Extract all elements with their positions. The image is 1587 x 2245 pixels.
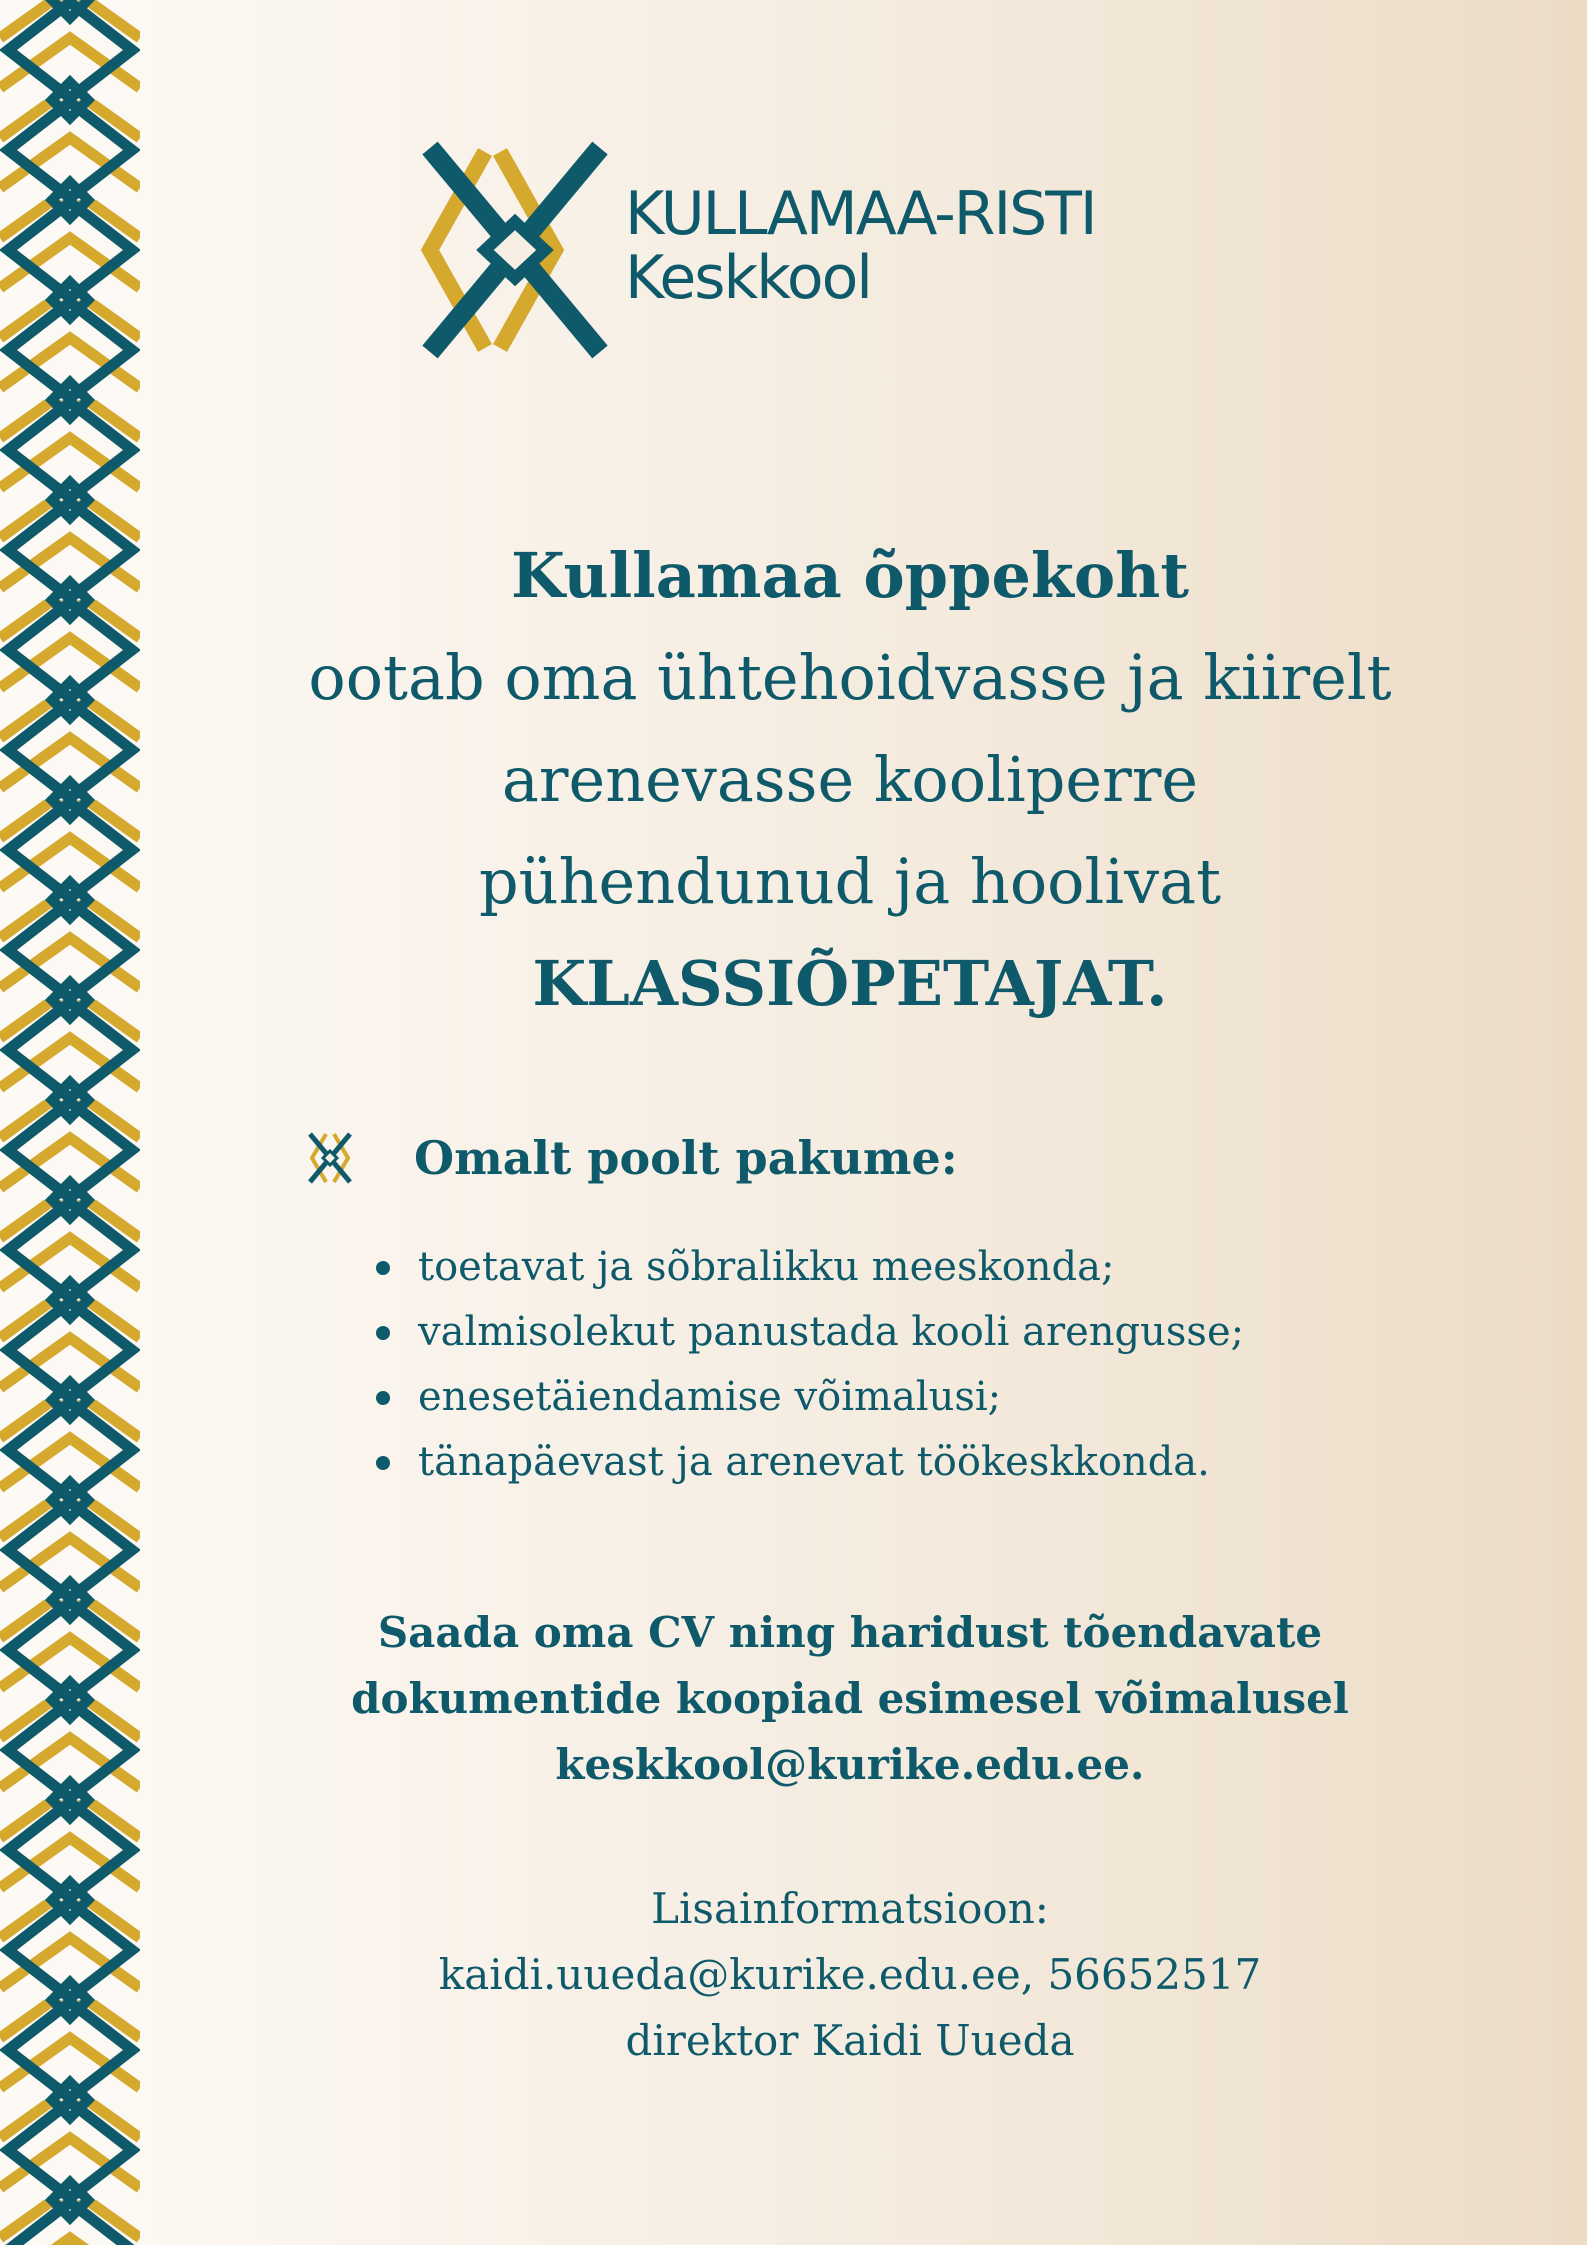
- contact-label: Lisainformatsioon:: [651, 1884, 1049, 1933]
- cta-email: keskkool@kurike.edu.ee.: [555, 1740, 1145, 1789]
- small-cross-logo-icon: [300, 1130, 356, 1186]
- list-item: toetavat ja sõbralikku meeskonda;: [372, 1235, 1244, 1300]
- cta-line: Saada oma CV ning haridust tõendavate: [377, 1608, 1323, 1657]
- offer-title: Omalt poolt pakume:: [414, 1131, 958, 1185]
- list-item: valmisolekut panustada kooli arengusse;: [372, 1300, 1244, 1365]
- headline-position: KLASSIÕPETAJAT.: [532, 947, 1168, 1020]
- headline-line: pühendunud ja hoolivat: [478, 845, 1222, 918]
- diamond-pattern-border: [0, 0, 140, 2245]
- list-item: tänapäevast ja arenevat töökeskkonda.: [372, 1430, 1244, 1495]
- headline-line: arenevasse kooliperre: [501, 743, 1199, 816]
- kullamaa-risti-cross-logo-icon: [390, 140, 610, 360]
- job-headline: [200, 525, 1500, 1035]
- logo-name-line1: KULLAMAA-RISTI: [625, 179, 1096, 249]
- offer-heading: [300, 1118, 958, 1198]
- school-logo: [390, 140, 1190, 370]
- headline-title: Kullamaa õppekoht: [511, 539, 1189, 612]
- offer-list: [372, 1235, 1244, 1495]
- contact-info: [200, 1876, 1500, 2074]
- contact-details: kaidi.uueda@kurike.edu.ee, 56652517: [438, 1950, 1262, 1999]
- list-item: enesetäiendamise võimalusi;: [372, 1365, 1244, 1430]
- application-instructions: [200, 1600, 1500, 1798]
- cta-line: dokumentide koopiad esimesel võimalusel: [351, 1674, 1349, 1723]
- logo-name-line2: Keskkool: [625, 243, 871, 313]
- headline-line: ootab oma ühtehoidvasse ja kiirelt: [308, 641, 1392, 714]
- contact-person: direktor Kaidi Uueda: [625, 2016, 1075, 2065]
